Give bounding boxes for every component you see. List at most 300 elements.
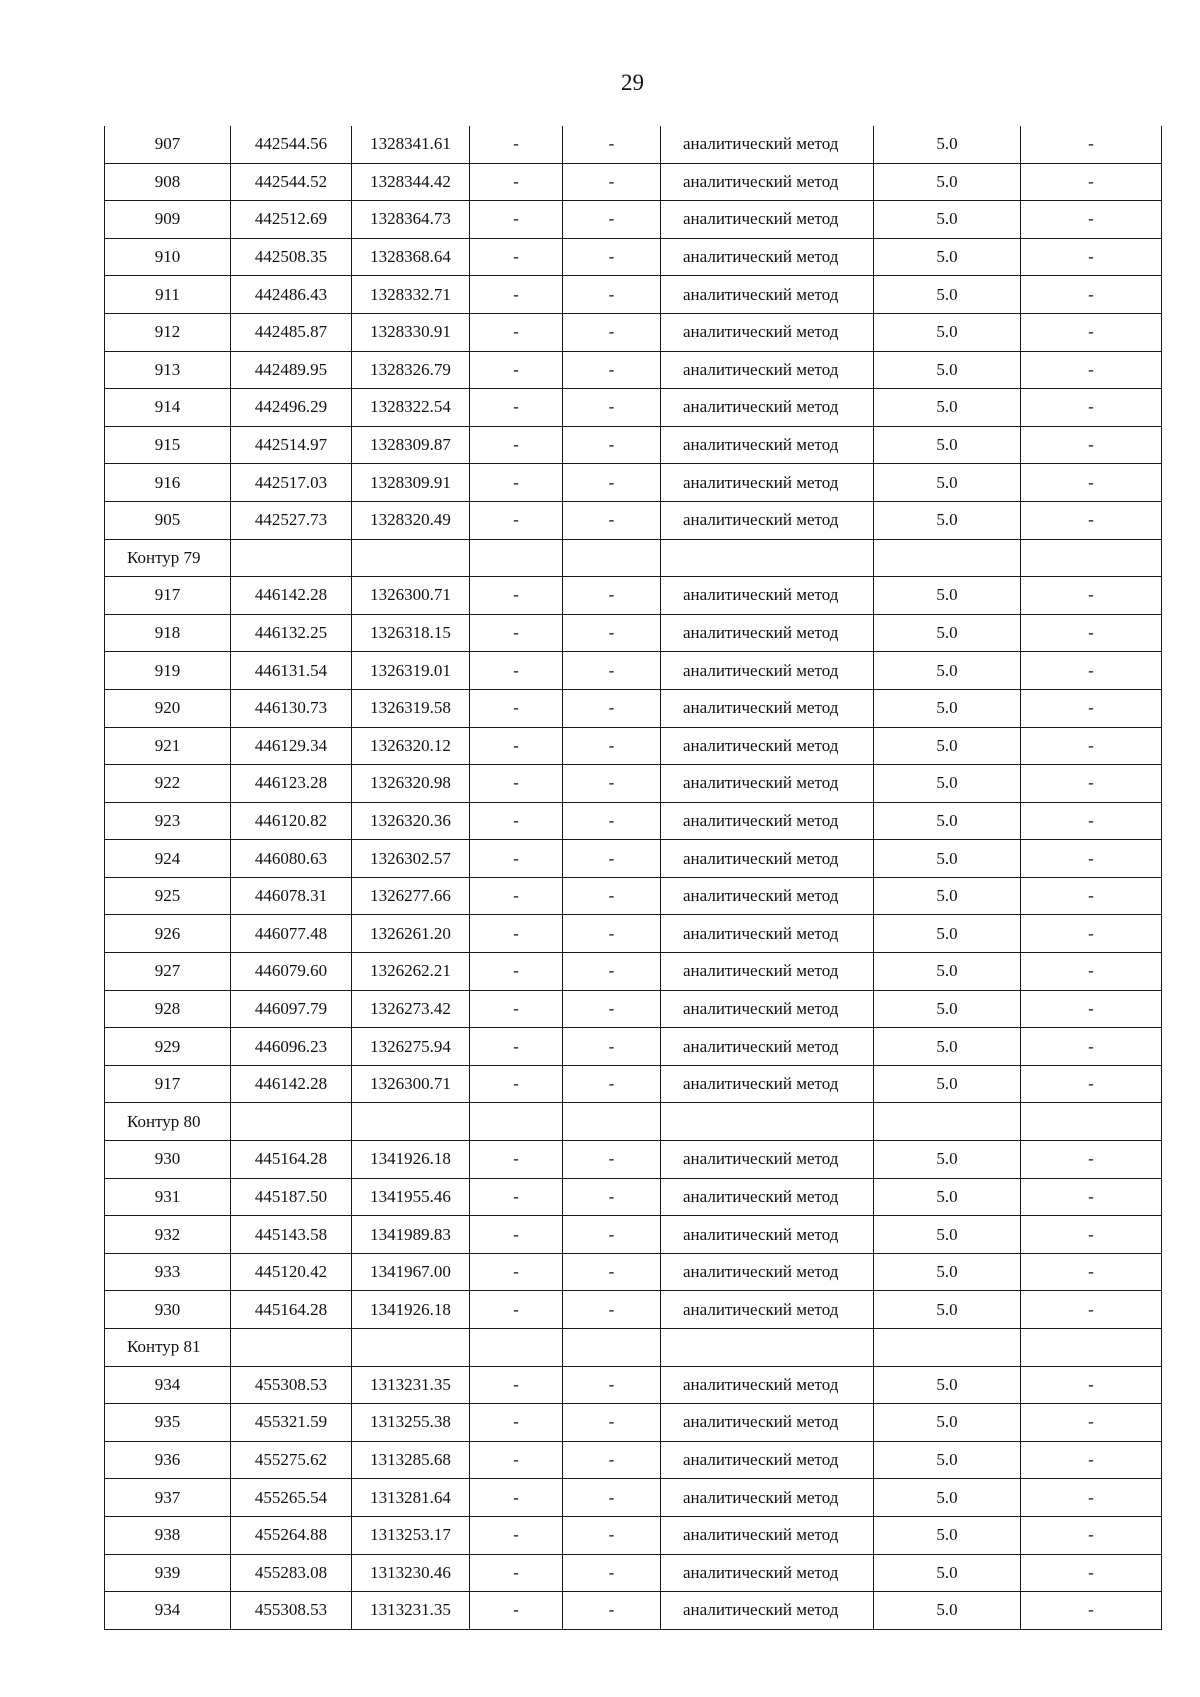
accuracy-cell: 5.0: [874, 501, 1021, 539]
empty-cell-1: -: [470, 1592, 563, 1630]
method-cell: аналитический метод: [661, 201, 874, 239]
empty-cell-1: -: [470, 689, 563, 727]
accuracy-cell: 5.0: [874, 313, 1021, 351]
empty-cell-3: -: [1021, 1554, 1162, 1592]
accuracy-cell: 5.0: [874, 1065, 1021, 1103]
x-coordinate-cell: 442508.35: [231, 238, 352, 276]
empty-cell-1: -: [470, 1441, 563, 1479]
method-cell: аналитический метод: [661, 501, 874, 539]
point-number-cell: 911: [105, 276, 231, 314]
accuracy-cell: 5.0: [874, 1554, 1021, 1592]
empty-cell-2: -: [563, 1479, 661, 1517]
table-row: [105, 1216, 1162, 1254]
accuracy-cell: 5.0: [874, 689, 1021, 727]
empty-cell-2: -: [563, 802, 661, 840]
table-row: [105, 389, 1162, 427]
empty-cell: [231, 1103, 352, 1141]
method-cell: аналитический метод: [661, 126, 874, 163]
accuracy-cell: 5.0: [874, 1253, 1021, 1291]
x-coordinate-cell: 442496.29: [231, 389, 352, 427]
y-coordinate-cell: 1313281.64: [352, 1479, 470, 1517]
point-number-cell: 922: [105, 765, 231, 803]
empty-cell-2: -: [563, 1516, 661, 1554]
table-row: [105, 1253, 1162, 1291]
y-coordinate-cell: 1328341.61: [352, 126, 470, 163]
table-row: [105, 877, 1162, 915]
empty-cell: [470, 1329, 563, 1367]
empty-cell: [874, 539, 1021, 577]
point-number-cell: 932: [105, 1216, 231, 1254]
table-row: [105, 1291, 1162, 1329]
point-number-cell: 914: [105, 389, 231, 427]
empty-cell-3: -: [1021, 840, 1162, 878]
empty-cell-1: -: [470, 501, 563, 539]
method-cell: аналитический метод: [661, 689, 874, 727]
x-coordinate-cell: 455308.53: [231, 1366, 352, 1404]
point-number-cell: 934: [105, 1592, 231, 1630]
point-number-cell: 938: [105, 1516, 231, 1554]
point-number-cell: 933: [105, 1253, 231, 1291]
empty-cell-1: -: [470, 877, 563, 915]
table-row: [105, 313, 1162, 351]
empty-cell-3: -: [1021, 126, 1162, 163]
empty-cell: [874, 1103, 1021, 1141]
y-coordinate-cell: 1326302.57: [352, 840, 470, 878]
x-coordinate-cell: 446131.54: [231, 652, 352, 690]
empty-cell-1: -: [470, 727, 563, 765]
point-number-cell: 909: [105, 201, 231, 239]
x-coordinate-cell: 445143.58: [231, 1216, 352, 1254]
empty-cell-2: -: [563, 689, 661, 727]
empty-cell: [231, 1329, 352, 1367]
empty-cell-1: -: [470, 126, 563, 163]
empty-cell-3: -: [1021, 1141, 1162, 1179]
y-coordinate-cell: 1328368.64: [352, 238, 470, 276]
empty-cell-1: -: [470, 953, 563, 991]
x-coordinate-cell: 442514.97: [231, 426, 352, 464]
empty-cell-2: -: [563, 915, 661, 953]
y-coordinate-cell: 1328332.71: [352, 276, 470, 314]
x-coordinate-cell: 455321.59: [231, 1404, 352, 1442]
point-number-cell: 937: [105, 1479, 231, 1517]
y-coordinate-cell: 1341967.00: [352, 1253, 470, 1291]
empty-cell-1: -: [470, 1554, 563, 1592]
x-coordinate-cell: 446097.79: [231, 990, 352, 1028]
x-coordinate-cell: 446130.73: [231, 689, 352, 727]
empty-cell-2: -: [563, 1592, 661, 1630]
accuracy-cell: 5.0: [874, 1479, 1021, 1517]
empty-cell: [1021, 539, 1162, 577]
empty-cell-3: -: [1021, 1404, 1162, 1442]
accuracy-cell: 5.0: [874, 351, 1021, 389]
point-number-cell: 927: [105, 953, 231, 991]
point-number-cell: 925: [105, 877, 231, 915]
method-cell: аналитический метод: [661, 1253, 874, 1291]
empty-cell-1: -: [470, 464, 563, 502]
accuracy-cell: 5.0: [874, 1592, 1021, 1630]
y-coordinate-cell: 1341989.83: [352, 1216, 470, 1254]
empty-cell-3: -: [1021, 577, 1162, 615]
accuracy-cell: 5.0: [874, 915, 1021, 953]
empty-cell-3: -: [1021, 389, 1162, 427]
empty-cell-2: -: [563, 464, 661, 502]
point-number-cell: 924: [105, 840, 231, 878]
empty-cell: [661, 1329, 874, 1367]
empty-cell-2: -: [563, 877, 661, 915]
empty-cell-3: -: [1021, 614, 1162, 652]
empty-cell: [563, 1103, 661, 1141]
accuracy-cell: 5.0: [874, 1404, 1021, 1442]
table-row: [105, 1028, 1162, 1066]
accuracy-cell: 5.0: [874, 201, 1021, 239]
empty-cell-1: -: [470, 1479, 563, 1517]
empty-cell-1: -: [470, 1516, 563, 1554]
table-row: [105, 1065, 1162, 1103]
empty-cell-1: -: [470, 1178, 563, 1216]
empty-cell-1: -: [470, 652, 563, 690]
empty-cell-3: -: [1021, 915, 1162, 953]
y-coordinate-cell: 1326277.66: [352, 877, 470, 915]
x-coordinate-cell: 442517.03: [231, 464, 352, 502]
point-number-cell: 934: [105, 1366, 231, 1404]
point-number-cell: 923: [105, 802, 231, 840]
table-row: [105, 1404, 1162, 1442]
x-coordinate-cell: 446120.82: [231, 802, 352, 840]
table-row: [105, 1441, 1162, 1479]
x-coordinate-cell: 442486.43: [231, 276, 352, 314]
point-number-cell: 930: [105, 1291, 231, 1329]
empty-cell-1: -: [470, 1141, 563, 1179]
table-row: [105, 802, 1162, 840]
empty-cell-2: -: [563, 1028, 661, 1066]
accuracy-cell: 5.0: [874, 1028, 1021, 1066]
method-cell: аналитический метод: [661, 840, 874, 878]
accuracy-cell: 5.0: [874, 1441, 1021, 1479]
empty-cell-1: -: [470, 1065, 563, 1103]
empty-cell: [352, 1329, 470, 1367]
method-cell: аналитический метод: [661, 1291, 874, 1329]
empty-cell-3: -: [1021, 501, 1162, 539]
y-coordinate-cell: 1326300.71: [352, 1065, 470, 1103]
method-cell: аналитический метод: [661, 1404, 874, 1442]
x-coordinate-cell: 455283.08: [231, 1554, 352, 1592]
point-number-cell: 935: [105, 1404, 231, 1442]
method-cell: аналитический метод: [661, 953, 874, 991]
empty-cell-3: -: [1021, 877, 1162, 915]
table-row: [105, 953, 1162, 991]
accuracy-cell: 5.0: [874, 426, 1021, 464]
y-coordinate-cell: 1341926.18: [352, 1291, 470, 1329]
empty-cell: [661, 539, 874, 577]
method-cell: аналитический метод: [661, 577, 874, 615]
y-coordinate-cell: 1326319.01: [352, 652, 470, 690]
point-number-cell: 936: [105, 1441, 231, 1479]
table-row: [105, 915, 1162, 953]
point-number-cell: 905: [105, 501, 231, 539]
y-coordinate-cell: 1313255.38: [352, 1404, 470, 1442]
point-number-cell: 920: [105, 689, 231, 727]
accuracy-cell: 5.0: [874, 1291, 1021, 1329]
empty-cell-2: -: [563, 313, 661, 351]
empty-cell: [470, 539, 563, 577]
empty-cell-2: -: [563, 1554, 661, 1592]
accuracy-cell: 5.0: [874, 1178, 1021, 1216]
x-coordinate-cell: 446132.25: [231, 614, 352, 652]
accuracy-cell: 5.0: [874, 727, 1021, 765]
x-coordinate-cell: 446142.28: [231, 577, 352, 615]
coordinates-table: [104, 126, 1162, 1630]
method-cell: аналитический метод: [661, 389, 874, 427]
x-coordinate-cell: 445187.50: [231, 1178, 352, 1216]
empty-cell-3: -: [1021, 1216, 1162, 1254]
empty-cell-1: -: [470, 1366, 563, 1404]
empty-cell-3: -: [1021, 201, 1162, 239]
table-body: [105, 126, 1162, 1629]
table-row: [105, 201, 1162, 239]
accuracy-cell: 5.0: [874, 1366, 1021, 1404]
method-cell: аналитический метод: [661, 614, 874, 652]
empty-cell-2: -: [563, 389, 661, 427]
empty-cell-2: -: [563, 1366, 661, 1404]
accuracy-cell: 5.0: [874, 1141, 1021, 1179]
empty-cell-1: -: [470, 1291, 563, 1329]
method-cell: аналитический метод: [661, 1178, 874, 1216]
empty-cell-3: -: [1021, 1291, 1162, 1329]
x-coordinate-cell: 442489.95: [231, 351, 352, 389]
table-row: [105, 689, 1162, 727]
method-cell: аналитический метод: [661, 765, 874, 803]
method-cell: аналитический метод: [661, 238, 874, 276]
x-coordinate-cell: 442544.52: [231, 163, 352, 201]
empty-cell-3: -: [1021, 426, 1162, 464]
accuracy-cell: 5.0: [874, 238, 1021, 276]
x-coordinate-cell: 446078.31: [231, 877, 352, 915]
empty-cell-1: -: [470, 577, 563, 615]
accuracy-cell: 5.0: [874, 990, 1021, 1028]
method-cell: аналитический метод: [661, 1141, 874, 1179]
method-cell: аналитический метод: [661, 915, 874, 953]
point-number-cell: 926: [105, 915, 231, 953]
method-cell: аналитический метод: [661, 313, 874, 351]
contour-label: Контур 80: [105, 1103, 231, 1141]
empty-cell-1: -: [470, 351, 563, 389]
empty-cell-3: -: [1021, 351, 1162, 389]
x-coordinate-cell: 446129.34: [231, 727, 352, 765]
y-coordinate-cell: 1313253.17: [352, 1516, 470, 1554]
method-cell: аналитический метод: [661, 727, 874, 765]
empty-cell-3: -: [1021, 652, 1162, 690]
table-row: [105, 238, 1162, 276]
empty-cell-2: -: [563, 840, 661, 878]
accuracy-cell: 5.0: [874, 953, 1021, 991]
accuracy-cell: 5.0: [874, 652, 1021, 690]
point-number-cell: 907: [105, 126, 231, 163]
empty-cell-2: -: [563, 1404, 661, 1442]
y-coordinate-cell: 1326262.21: [352, 953, 470, 991]
empty-cell-2: -: [563, 426, 661, 464]
point-number-cell: 910: [105, 238, 231, 276]
table-row: [105, 1554, 1162, 1592]
empty-cell-1: -: [470, 802, 563, 840]
point-number-cell: 917: [105, 577, 231, 615]
empty-cell-2: -: [563, 238, 661, 276]
table-row: [105, 1479, 1162, 1517]
point-number-cell: 913: [105, 351, 231, 389]
y-coordinate-cell: 1313285.68: [352, 1441, 470, 1479]
point-number-cell: 939: [105, 1554, 231, 1592]
method-cell: аналитический метод: [661, 1441, 874, 1479]
x-coordinate-cell: 455308.53: [231, 1592, 352, 1630]
y-coordinate-cell: 1326300.71: [352, 577, 470, 615]
empty-cell-1: -: [470, 840, 563, 878]
empty-cell-1: -: [470, 990, 563, 1028]
method-cell: аналитический метод: [661, 163, 874, 201]
empty-cell-3: -: [1021, 238, 1162, 276]
point-number-cell: 915: [105, 426, 231, 464]
method-cell: аналитический метод: [661, 1366, 874, 1404]
table-row: [105, 614, 1162, 652]
method-cell: аналитический метод: [661, 351, 874, 389]
y-coordinate-cell: 1328344.42: [352, 163, 470, 201]
table-row: [105, 126, 1162, 163]
table-row: [105, 990, 1162, 1028]
y-coordinate-cell: 1326261.20: [352, 915, 470, 953]
y-coordinate-cell: 1326273.42: [352, 990, 470, 1028]
empty-cell-3: -: [1021, 765, 1162, 803]
empty-cell: [1021, 1329, 1162, 1367]
empty-cell-1: -: [470, 614, 563, 652]
accuracy-cell: 5.0: [874, 163, 1021, 201]
y-coordinate-cell: 1328320.49: [352, 501, 470, 539]
empty-cell-3: -: [1021, 1366, 1162, 1404]
table-row: [105, 1178, 1162, 1216]
empty-cell-3: -: [1021, 1178, 1162, 1216]
empty-cell-3: -: [1021, 990, 1162, 1028]
x-coordinate-cell: 445164.28: [231, 1291, 352, 1329]
empty-cell-1: -: [470, 276, 563, 314]
table-row: [105, 464, 1162, 502]
y-coordinate-cell: 1313230.46: [352, 1554, 470, 1592]
y-coordinate-cell: 1326275.94: [352, 1028, 470, 1066]
empty-cell-2: -: [563, 501, 661, 539]
contour-header-row: [105, 1329, 1162, 1367]
x-coordinate-cell: 442512.69: [231, 201, 352, 239]
empty-cell-3: -: [1021, 163, 1162, 201]
y-coordinate-cell: 1313231.35: [352, 1592, 470, 1630]
point-number-cell: 930: [105, 1141, 231, 1179]
accuracy-cell: 5.0: [874, 765, 1021, 803]
x-coordinate-cell: 455265.54: [231, 1479, 352, 1517]
y-coordinate-cell: 1328322.54: [352, 389, 470, 427]
empty-cell-3: -: [1021, 953, 1162, 991]
empty-cell: [470, 1103, 563, 1141]
empty-cell-3: -: [1021, 276, 1162, 314]
empty-cell-2: -: [563, 126, 661, 163]
method-cell: аналитический метод: [661, 1592, 874, 1630]
empty-cell: [1021, 1103, 1162, 1141]
method-cell: аналитический метод: [661, 1065, 874, 1103]
y-coordinate-cell: 1326320.12: [352, 727, 470, 765]
empty-cell-3: -: [1021, 1516, 1162, 1554]
accuracy-cell: 5.0: [874, 877, 1021, 915]
empty-cell-2: -: [563, 1253, 661, 1291]
point-number-cell: 921: [105, 727, 231, 765]
empty-cell: [874, 1329, 1021, 1367]
empty-cell-1: -: [470, 389, 563, 427]
accuracy-cell: 5.0: [874, 276, 1021, 314]
table-row: [105, 652, 1162, 690]
method-cell: аналитический метод: [661, 877, 874, 915]
x-coordinate-cell: 446096.23: [231, 1028, 352, 1066]
x-coordinate-cell: 446077.48: [231, 915, 352, 953]
empty-cell-1: -: [470, 1028, 563, 1066]
empty-cell-1: -: [470, 915, 563, 953]
table-row: [105, 1592, 1162, 1630]
contour-label: Контур 81: [105, 1329, 231, 1367]
empty-cell-1: -: [470, 313, 563, 351]
empty-cell-2: -: [563, 652, 661, 690]
empty-cell-2: -: [563, 1178, 661, 1216]
method-cell: аналитический метод: [661, 1516, 874, 1554]
empty-cell-2: -: [563, 163, 661, 201]
table-row: [105, 765, 1162, 803]
accuracy-cell: 5.0: [874, 840, 1021, 878]
x-coordinate-cell: 442485.87: [231, 313, 352, 351]
y-coordinate-cell: 1341926.18: [352, 1141, 470, 1179]
y-coordinate-cell: 1326320.98: [352, 765, 470, 803]
empty-cell-2: -: [563, 1441, 661, 1479]
method-cell: аналитический метод: [661, 1216, 874, 1254]
empty-cell-2: -: [563, 614, 661, 652]
table-row: [105, 727, 1162, 765]
point-number-cell: 908: [105, 163, 231, 201]
accuracy-cell: 5.0: [874, 577, 1021, 615]
empty-cell-3: -: [1021, 1028, 1162, 1066]
accuracy-cell: 5.0: [874, 1216, 1021, 1254]
empty-cell-1: -: [470, 201, 563, 239]
empty-cell-2: -: [563, 577, 661, 615]
empty-cell-2: -: [563, 990, 661, 1028]
empty-cell-3: -: [1021, 464, 1162, 502]
empty-cell: [563, 1329, 661, 1367]
accuracy-cell: 5.0: [874, 1516, 1021, 1554]
point-number-cell: 916: [105, 464, 231, 502]
y-coordinate-cell: 1328309.91: [352, 464, 470, 502]
empty-cell-1: -: [470, 163, 563, 201]
empty-cell-2: -: [563, 201, 661, 239]
empty-cell-1: -: [470, 1253, 563, 1291]
method-cell: аналитический метод: [661, 1028, 874, 1066]
empty-cell-3: -: [1021, 1065, 1162, 1103]
method-cell: аналитический метод: [661, 652, 874, 690]
empty-cell-1: -: [470, 765, 563, 803]
method-cell: аналитический метод: [661, 464, 874, 502]
empty-cell: [352, 539, 470, 577]
table-row: [105, 351, 1162, 389]
table-row: [105, 1366, 1162, 1404]
contour-header-row: [105, 1103, 1162, 1141]
empty-cell: [563, 539, 661, 577]
point-number-cell: 917: [105, 1065, 231, 1103]
accuracy-cell: 5.0: [874, 464, 1021, 502]
point-number-cell: 929: [105, 1028, 231, 1066]
x-coordinate-cell: 446079.60: [231, 953, 352, 991]
method-cell: аналитический метод: [661, 1554, 874, 1592]
table-row: [105, 1516, 1162, 1554]
point-number-cell: 912: [105, 313, 231, 351]
empty-cell-2: -: [563, 1216, 661, 1254]
x-coordinate-cell: 445164.28: [231, 1141, 352, 1179]
